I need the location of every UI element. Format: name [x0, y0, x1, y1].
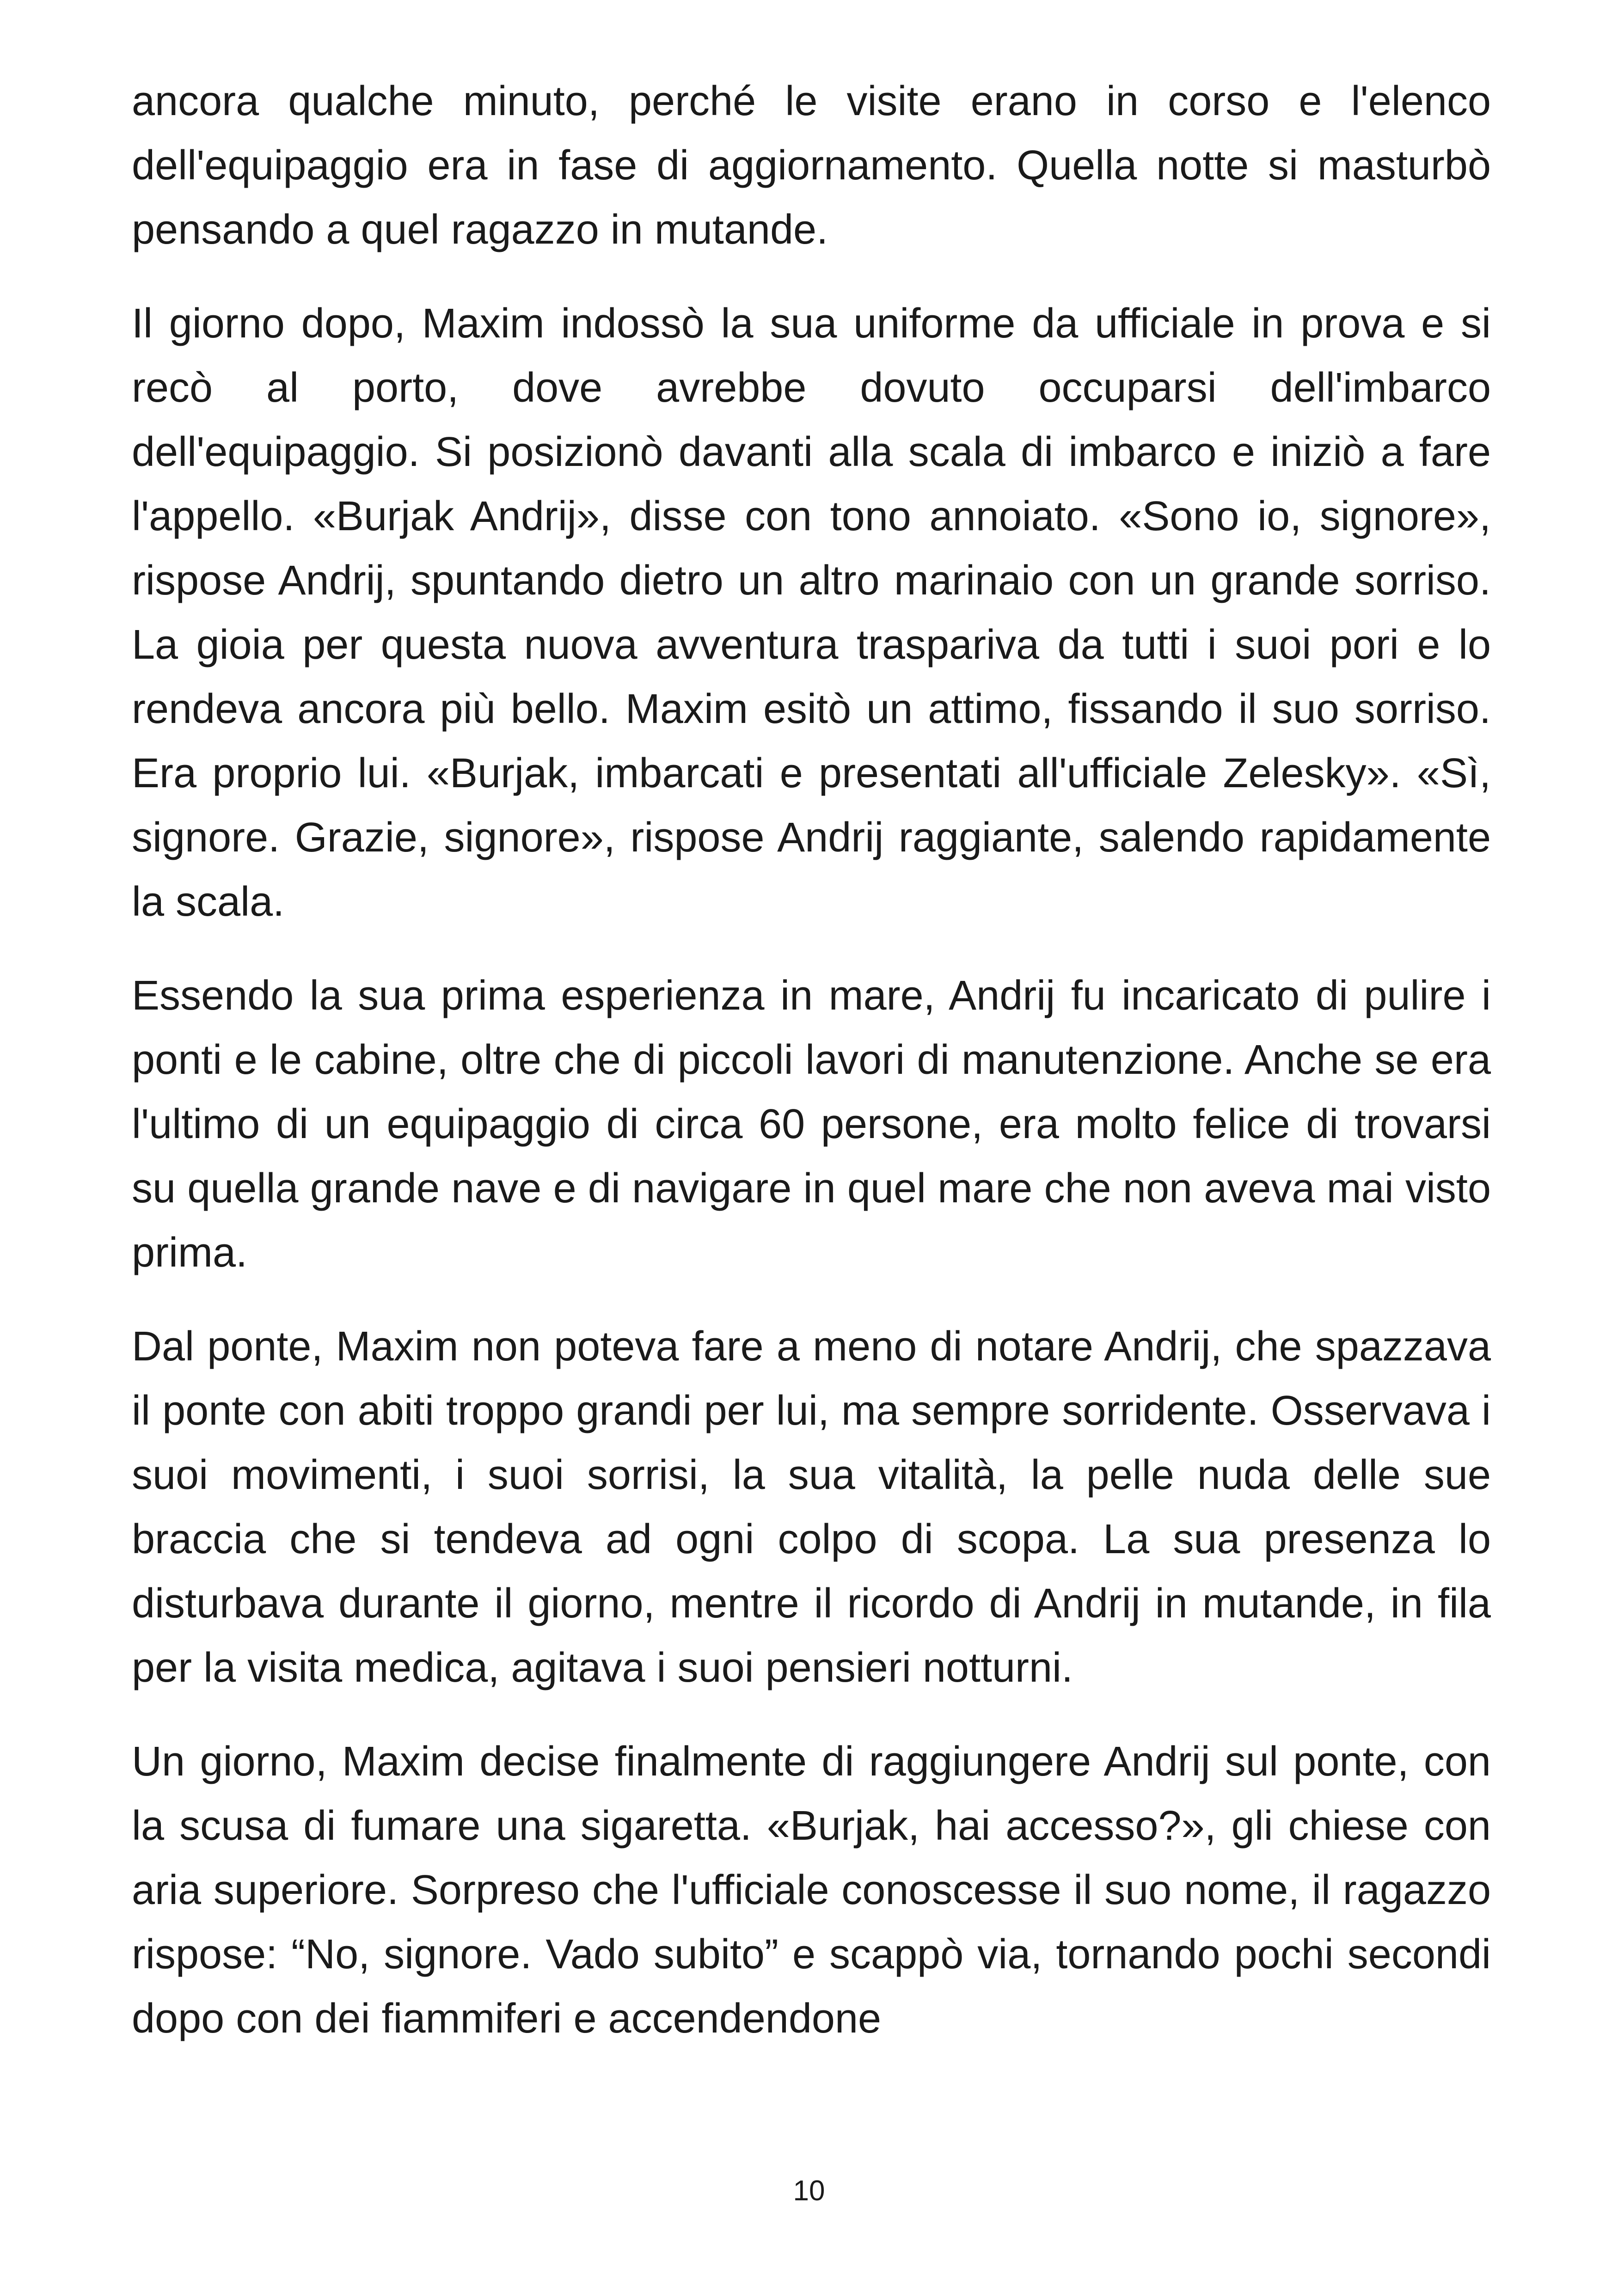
body-text — [132, 69, 1491, 2051]
paragraph: Essendo la sua prima esperienza in mare, Andrij fu incaricato di pulire i ponti e le cabine, oltre che di piccoli lavori di manutenzione. Anche se era l'ultimo di un equipaggio di circa 60 persone, era molto felice di trovarsi su quella grande nave e di navigare in quel mare che non aveva mai visto prima. — [132, 973, 1491, 1276]
paragraph: Dal ponte, Maxim non poteva fare a meno di notare Andrij, che spazzava il ponte con abiti troppo grandi per lui, ma sempre sorridente. Osservava i suoi movimenti, i suoi sorrisi, la sua vitalità, la pelle nuda delle sue braccia che si tendeva ad ogni colpo di scopa. La sua presenza lo disturbava durante il giorno, mentre il ricordo di Andrij in mutande, in fila per la visita medica, agitava i suoi pensieri notturni. — [132, 1323, 1491, 1691]
paragraph: Un giorno, Maxim decise finalmente di raggiungere Andrij sul ponte, con la scusa di fumare una sigaretta. «Burjak, hai accesso?», gli chiese con aria superiore. Sorpreso che l'ufficiale conoscesse il suo nome, il ragazzo rispose: “No, signore. Vado subito” e scappò via, tornando pochi secondi dopo con dei fiammiferi e accendendone — [132, 1739, 1491, 2042]
page-number: 10 — [793, 2175, 825, 2207]
paragraph: ancora qualche minuto, perché le visite erano in corso e l'elenco dell'equipaggio era in fase di aggiornamento. Quella notte si masturbò pensando a quel ragazzo in mutande. — [132, 78, 1491, 253]
paragraph: Il giorno dopo, Maxim indossò la sua uniforme da ufficiale in prova e si recò al porto, dove avrebbe dovuto occuparsi dell'imbarco dell'equipaggio. Si posizionò davanti alla scala di imbarco e iniziò a fare l'appello. «Burjak Andrij», disse con tono annoiato. «Sono io, signore», rispose Andrij, spuntando dietro un altro marinaio con un grande sorriso. La gioia per questa nuova avventura traspariva da tutti i suoi pori e lo rendeva ancora più bello. Maxim esitò un attimo, fissando il suo sorriso. Era proprio lui. «Burjak, imbarcati e presentati all'ufficiale Zelesky». «Sì, signore. Grazie, signore», rispose Andrij raggiante, salendo rapidamente la scala. — [132, 300, 1491, 925]
